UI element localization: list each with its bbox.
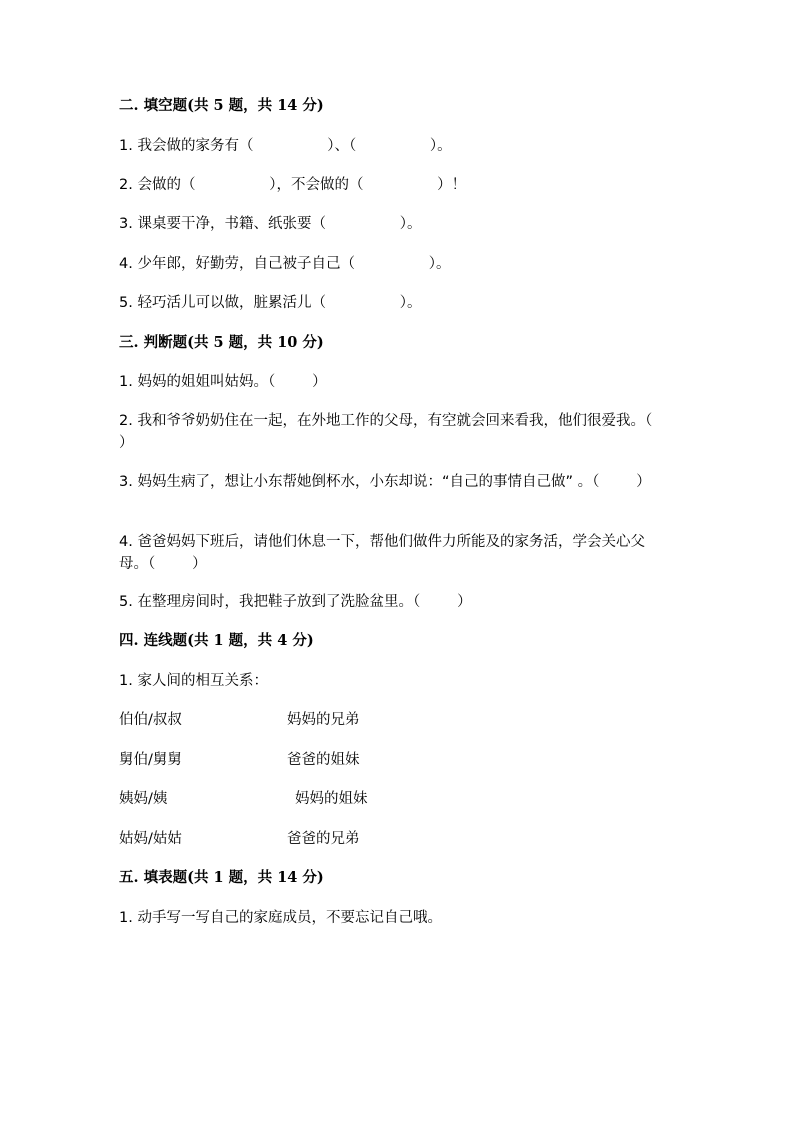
true-false-question-5: 5. 在整理房间时，我把鞋子放到了洗脸盆里。（ ） (119, 594, 472, 610)
section-heading-fill-in: 二. 填空题(共 5 题，共 14 分) (119, 97, 324, 114)
matching-row (119, 709, 519, 731)
matching-left-term: 姑妈/姑姑 (119, 831, 182, 847)
table-fill-question: 1. 动手写一写自己的家庭成员，不要忘记自己哦。 (119, 910, 442, 926)
matching-row (119, 788, 519, 810)
section-heading-matching: 四. 连线题(共 1 题，共 4 分) (119, 632, 314, 649)
matching-row (119, 828, 519, 850)
section-heading-true-false: 三. 判断题(共 5 题，共 10 分) (119, 334, 324, 351)
matching-left-term: 舅伯/舅舅 (119, 752, 182, 768)
true-false-question-4: 4. 爸爸妈妈下班后，请他们休息一下，帮他们做件力所能及的家务活，学会关心父母。（ ） (119, 534, 645, 572)
matching-right-term: 妈妈的兄弟 (287, 712, 360, 728)
fill-in-question-2: 2. 会做的（ ），不会做的（ ）！ (119, 177, 467, 193)
section-heading-table-fill: 五. 填表题(共 1 题，共 14 分) (119, 869, 324, 886)
fill-in-question-3: 3. 课桌要干净，书籍、纸张要（ ）。 (119, 216, 422, 232)
matching-left-term: 伯伯/叔叔 (119, 712, 182, 728)
true-false-question-2: 2. 我和爷爷奶奶住在一起，在外地工作的父母，有空就会回来看我，他们很爱我。（ ） (119, 413, 690, 451)
true-false-question-3: 3. 妈妈生病了，想让小东帮她倒杯水，小东却说：“自己的事情自己做” 。（ ） (119, 474, 651, 490)
fill-in-question-4: 4. 少年郎，好勤劳，自己被子自己（ ）。 (119, 256, 451, 272)
matching-right-term: 爸爸的姐妹 (287, 752, 360, 768)
matching-row (119, 749, 519, 771)
fill-in-question-5: 5. 轻巧活儿可以做，脏累活儿（ ）。 (119, 295, 422, 311)
fill-in-question-1: 1. 我会做的家务有（ ）、（ ）。 (119, 138, 452, 154)
matching-right-term: 妈妈的姐妹 (295, 791, 368, 807)
matching-right-term: 爸爸的兄弟 (287, 831, 360, 847)
matching-question: 1. 家人间的相互关系： (119, 673, 268, 689)
true-false-question-1: 1. 妈妈的姐姐叫姑妈。（ ） (119, 374, 327, 390)
matching-left-term: 姨妈/姨 (119, 791, 168, 807)
